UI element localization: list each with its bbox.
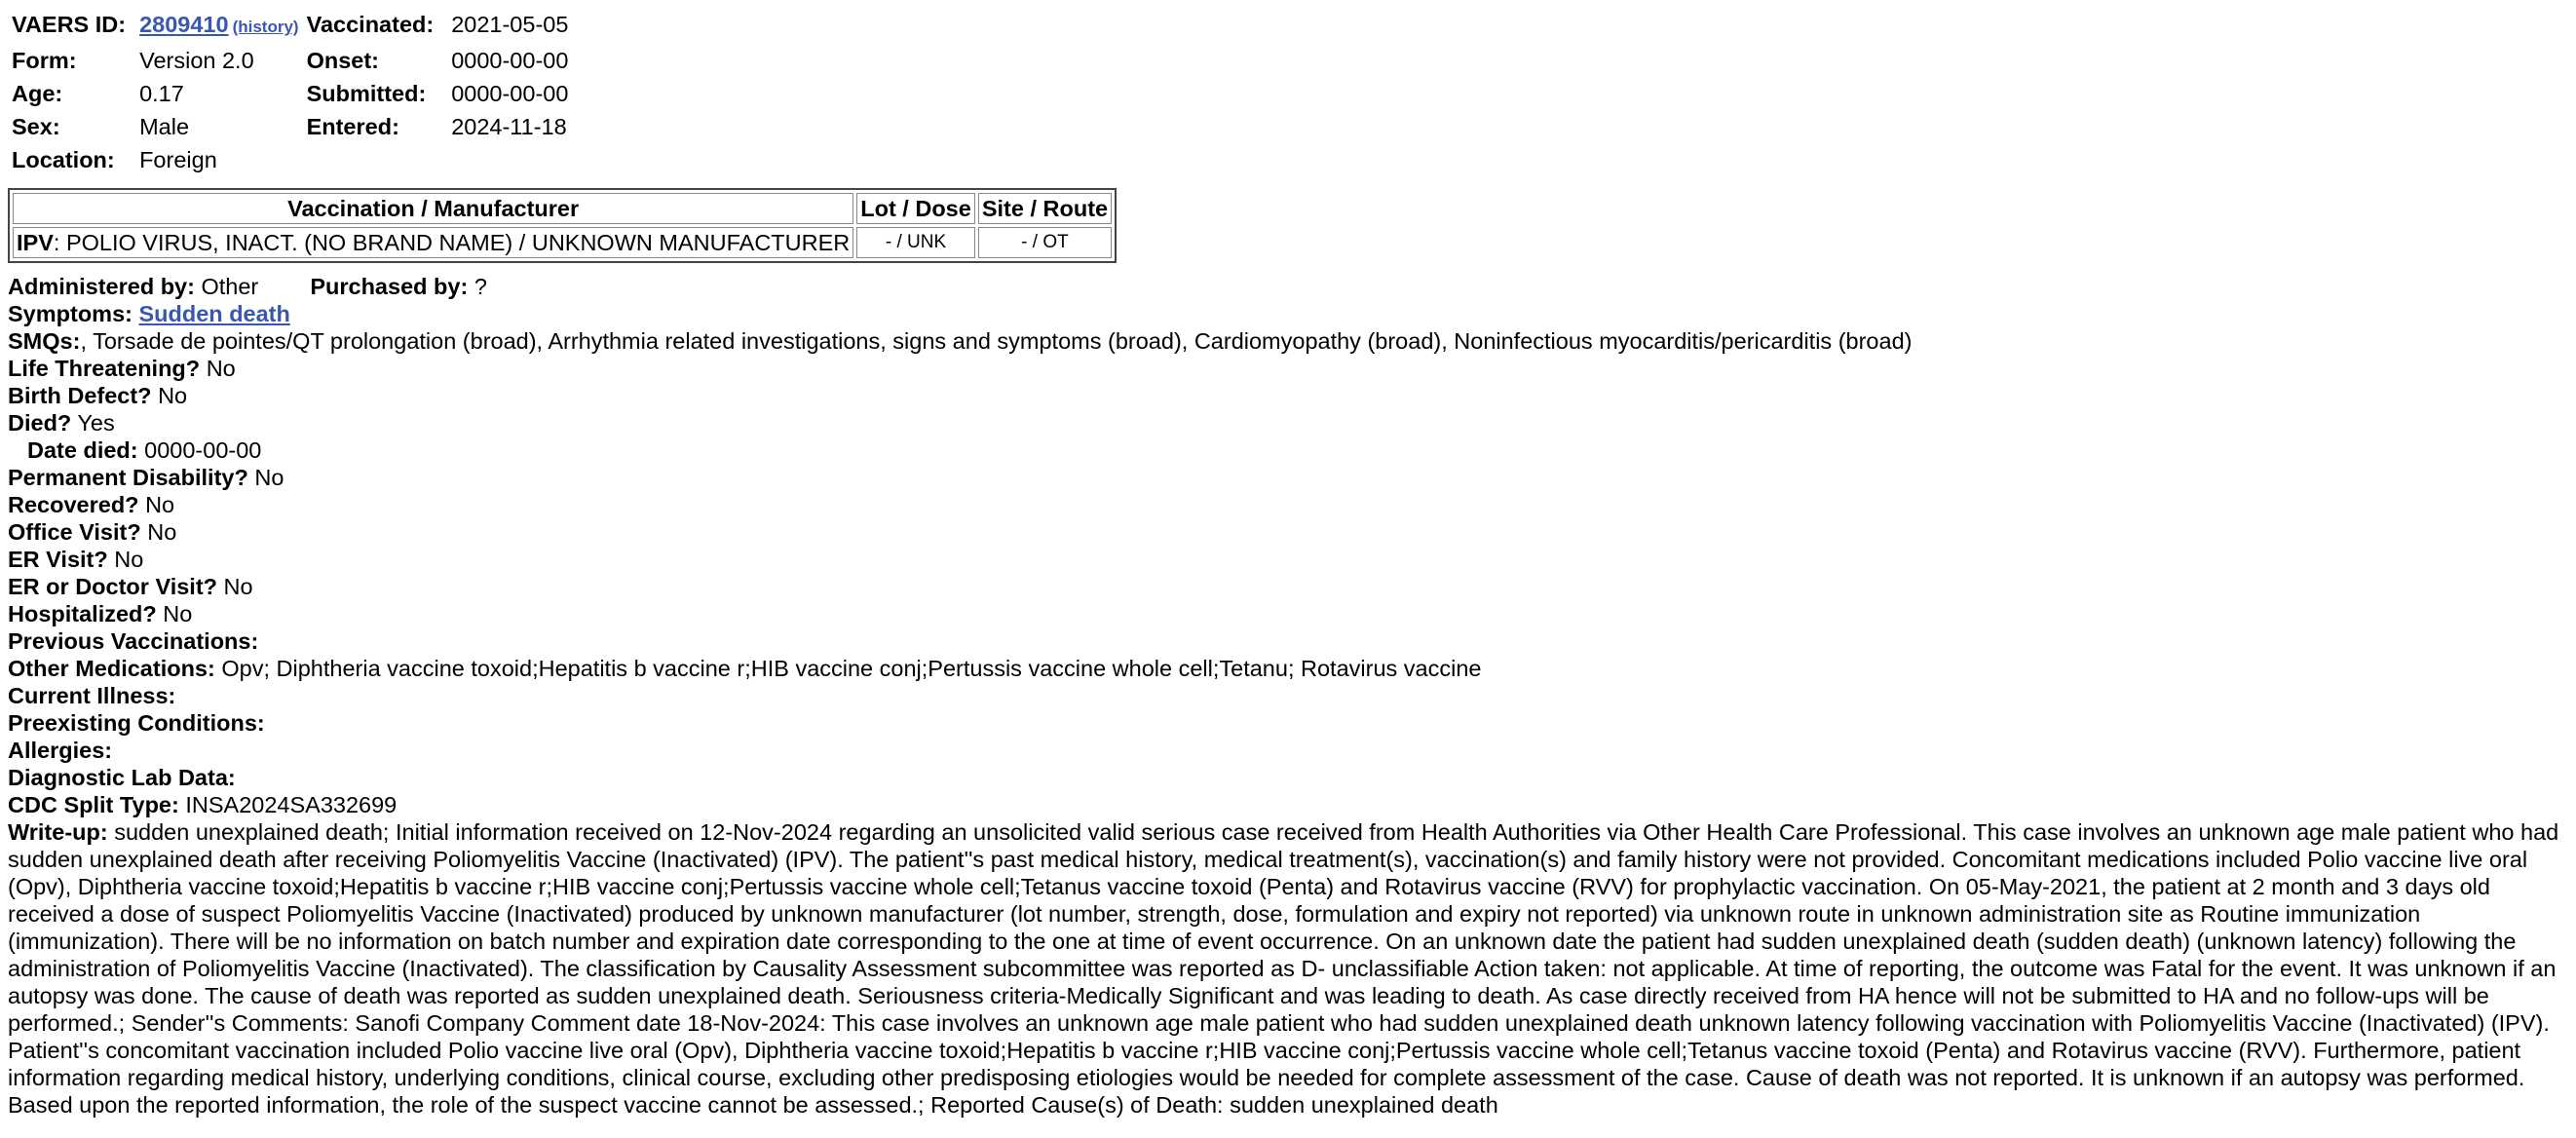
purchased-by-value: ? [474, 274, 487, 299]
permanent-disability-value: No [254, 465, 284, 490]
symptom-link-sudden-death[interactable]: Sudden death [138, 301, 290, 326]
vaccine-name: : POLIO VIRUS, INACT. (NO BRAND NAME) / UNKNOWN MANUFACTURER [53, 230, 851, 255]
form-value: Version 2.0 [139, 48, 254, 73]
life-threatening-row [8, 355, 2572, 382]
hospitalized-label: Hospitalized? [8, 601, 157, 626]
onset-label: Onset: [306, 48, 380, 73]
submitted-label: Submitted: [306, 81, 427, 106]
date-died-row [8, 436, 2572, 464]
previous-vaccinations-row [8, 627, 2572, 655]
recovered-row [8, 491, 2572, 518]
diagnostic-lab-data-label: Diagnostic Lab Data: [8, 765, 236, 790]
site-route-cell: - / OT [978, 227, 1112, 258]
purchased-by-label: Purchased by: [310, 274, 469, 299]
writeup-paragraph [8, 818, 2566, 1119]
smqs-row [8, 327, 2572, 355]
onset-value: 0000-00-00 [451, 48, 569, 73]
permanent-disability-row [8, 464, 2572, 491]
cdc-split-type-label: CDC Split Type: [8, 792, 179, 817]
vaccine-code: IPV [17, 230, 54, 255]
lot-dose-column-header: Lot / Dose [856, 193, 975, 224]
cdc-split-type-value: INSA2024SA332699 [185, 792, 398, 817]
died-label: Died? [8, 410, 72, 436]
writeup-label: Write-up: [8, 819, 108, 845]
office-visit-row [8, 518, 2572, 546]
life-threatening-value: No [206, 356, 236, 381]
site-route-column-header: Site / Route [978, 193, 1112, 224]
er-doctor-visit-value: No [223, 574, 253, 599]
smqs-label: SMQs: [8, 328, 81, 354]
table-row [13, 227, 1112, 258]
er-visit-label: ER Visit? [8, 547, 108, 572]
current-illness-row [8, 682, 2572, 709]
hospitalized-row [8, 600, 2572, 627]
preexisting-conditions-label: Preexisting Conditions: [8, 710, 265, 736]
date-died-label: Date died: [27, 437, 138, 463]
entered-value: 2024-11-18 [451, 114, 567, 139]
diagnostic-lab-data-row [8, 764, 2572, 791]
allergies-row [8, 737, 2572, 764]
symptoms-row [8, 300, 2572, 327]
age-label: Age: [12, 81, 63, 106]
vaccine-column-header: Vaccination / Manufacturer [13, 193, 853, 224]
birth-defect-label: Birth Defect? [8, 383, 152, 408]
office-visit-label: Office Visit? [8, 519, 141, 545]
er-doctor-visit-row [8, 573, 2572, 600]
submitted-value: 0000-00-00 [451, 81, 569, 106]
office-visit-value: No [147, 519, 177, 545]
sex-value: Male [139, 114, 190, 139]
er-visit-value: No [114, 547, 144, 572]
form-label: Form: [12, 48, 77, 73]
history-link[interactable]: (history) [232, 18, 299, 36]
vaers-id-link[interactable]: 2809410 [139, 12, 229, 37]
vaccinated-label: Vaccinated: [306, 12, 435, 37]
other-medications-value: Opv; Diphtheria vaccine toxoid;Hepatitis b vaccine r;HIB vaccine conj;Pertussis vaccine whole cell;Tetanu; Rotavirus vaccine [221, 656, 1482, 681]
vaccine-cell [13, 227, 853, 258]
date-died-value: 0000-00-00 [144, 437, 262, 463]
hospitalized-value: No [163, 601, 193, 626]
report-header-table [8, 8, 572, 176]
other-medications-label: Other Medications: [8, 656, 215, 681]
administered-by-label: Administered by: [8, 274, 195, 299]
location-value: Foreign [139, 147, 217, 172]
other-medications-row [8, 655, 2572, 682]
writeup-text: sudden unexplained death; Initial information received on 12-Nov-2024 regarding an unsolicited valid serious case received from Health Authorities via Other Health Care Professional. This case involves an unknown age male patient who had sudden unexplained death after receiving Poliomyelitis Vaccine (Inactivated) (IPV). The patient''s past medical history, medical treatment(s), vaccination(s) and family history were not provided. Concomitant medications included Polio vaccine live oral (Opv), Diphtheria vaccine toxoid;Hepatitis b vaccine r;HIB vaccine conj;Pertussis vaccine whole cell;Tetanus vaccine toxoid (Penta) and Rotavirus vaccine (RVV) for prophylactic vaccination. On 05-May-2021, the patient at 2 month and 3 days old received a dose of suspect Poliomyelitis Vaccine (Inactivated) produced by unknown manufacturer (lot number, strength, dose, formulation and expiry not reported) via unknown route in unknown administration site as Routine immunization (immunization). There will be no information on batch number and expiration date corresponding to the one at time of event occurrence. On an unknown date the patient had sudden unexplained death (sudden death) (unknown latency) following the administration of Poliomyelitis Vaccine (Inactivated). The classification by Causality Assessment subcommittee was reported as D- unclassifiable Action taken: not applicable. At time of reporting, the outcome was Fatal for the event. It was unknown if an autopsy was done. The cause of death was reported as sudden unexplained death. Seriousness criteria-Medically Significant and was leading to death. As case directly received from HA hence will not be submitted to HA and no follow-ups will be performed.; Sender''s Comments: Sanofi Company Comment date 18-Nov-2024: This case involves an unknown age male patient who had sudden unexplained death unknown latency following vaccination with Poliomyelitis Vaccine (Inactivated) (IPV). Patient''s concomitant vaccination included Polio vaccine live oral (Opv), Diphtheria vaccine toxoid;Hepatitis b vaccine r;HIB vaccine conj;Pertussis vaccine whole cell;Tetanus vaccine toxoid (Penta) and Rotavirus vaccine (RVV). Furthermore, patient information regarding medical history, underlying conditions, clinical course, excluding other predisposing etiologies would be needed for complete assessment of the case. Cause of death was not reported. It is unknown if an autopsy was performed. Based upon the reported information, the role of the suspect vaccine cannot be assessed.; Reported Cause(s) of Death: sudden unexplained death [8, 819, 2559, 1118]
lot-dose-cell: - / UNK [856, 227, 975, 258]
sex-label: Sex: [12, 114, 60, 139]
recovered-value: No [145, 492, 175, 517]
birth-defect-row [8, 382, 2572, 409]
er-doctor-visit-label: ER or Doctor Visit? [8, 574, 218, 599]
recovered-label: Recovered? [8, 492, 139, 517]
symptoms-label: Symptoms: [8, 301, 133, 326]
administered-row [8, 273, 2572, 300]
entered-label: Entered: [306, 114, 399, 139]
preexisting-conditions-row [8, 709, 2572, 737]
age-value: 0.17 [139, 81, 184, 106]
cdc-split-type-row [8, 791, 2572, 818]
previous-vaccinations-label: Previous Vaccinations: [8, 628, 259, 654]
birth-defect-value: No [158, 383, 188, 408]
allergies-label: Allergies: [8, 738, 113, 763]
life-threatening-label: Life Threatening? [8, 356, 201, 381]
administered-by-value: Other [201, 274, 259, 299]
smqs-value: , Torsade de pointes/QT prolongation (broad), Arrhythmia related investigations, signs and symptoms (broad), Cardiomyopathy (broad), Noninfectious myocarditis/pericarditis (broad) [80, 328, 1913, 354]
er-visit-row [8, 546, 2572, 573]
current-illness-label: Current Illness: [8, 683, 176, 708]
location-label: Location: [12, 147, 115, 172]
vaccinated-value: 2021-05-05 [451, 12, 569, 37]
died-value: Yes [77, 410, 115, 436]
died-row [8, 409, 2572, 436]
vaccine-table [8, 188, 1117, 263]
vaers-id-label: VAERS ID: [12, 12, 127, 37]
permanent-disability-label: Permanent Disability? [8, 465, 248, 490]
